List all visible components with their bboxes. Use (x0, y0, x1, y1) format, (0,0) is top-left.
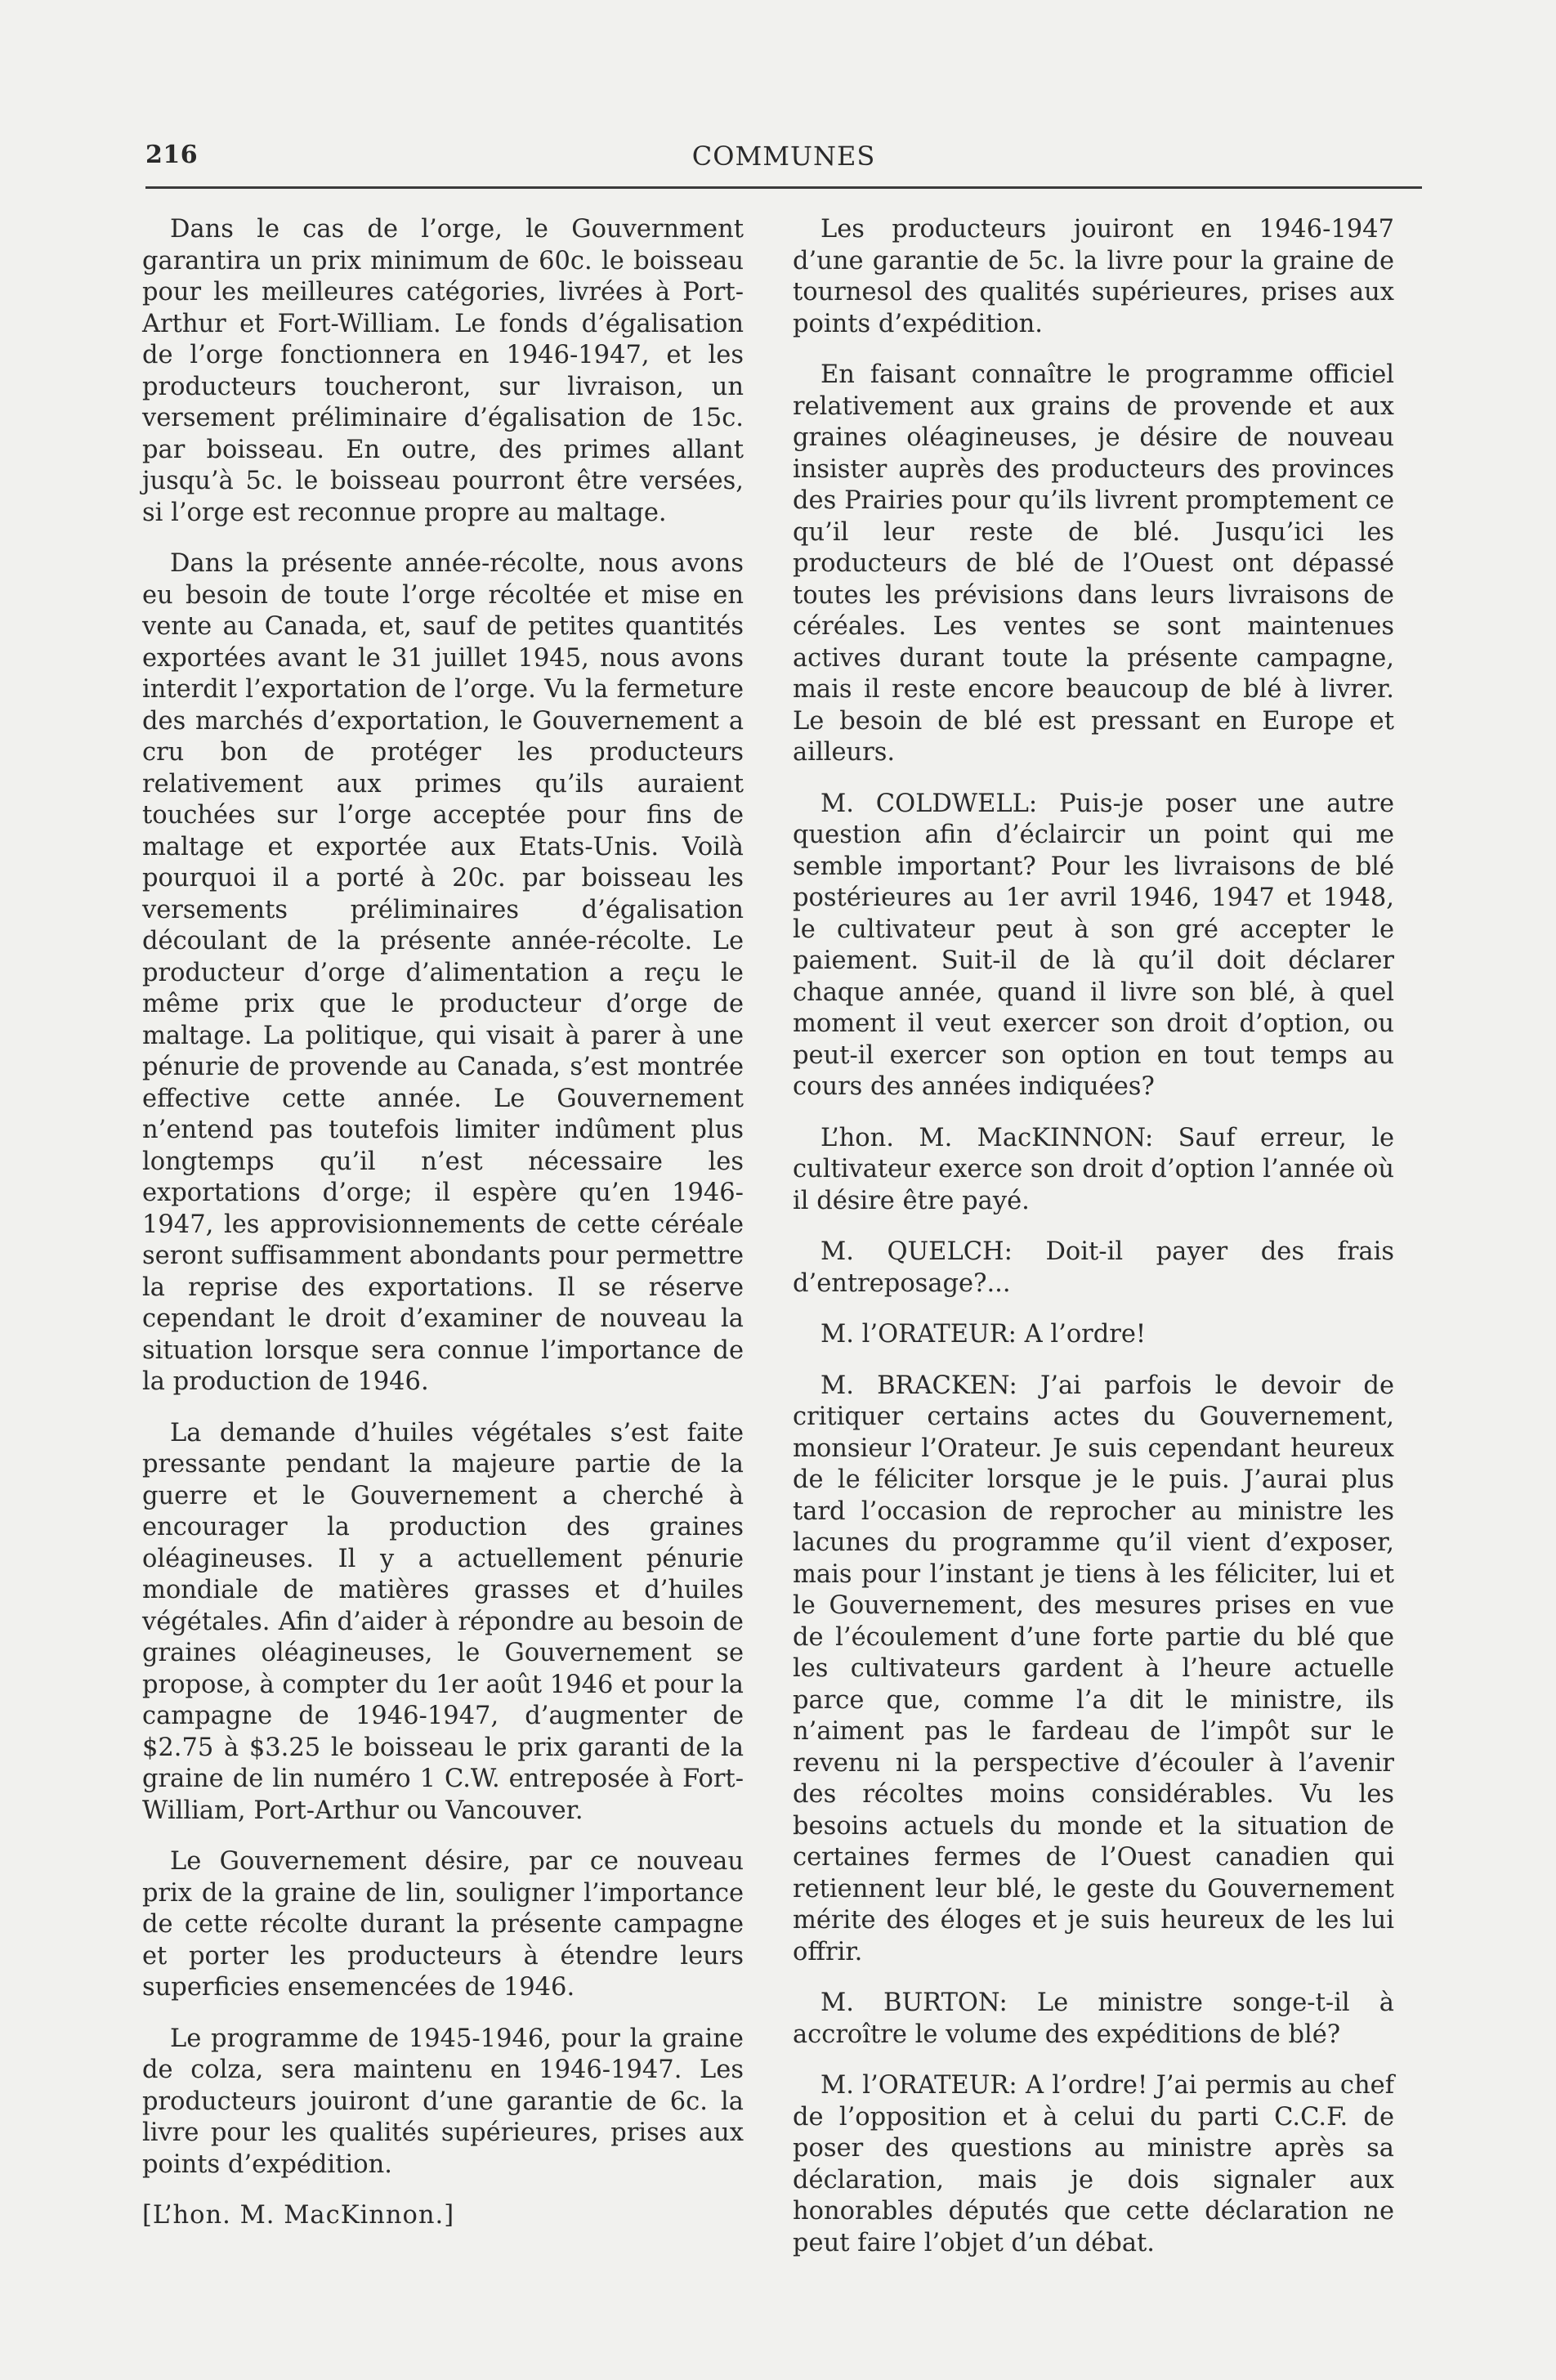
speech-orateur: M. l’ORATEUR: A l’ordre! (820, 1320, 1147, 1349)
paragraph: Le Gouvernement désire, par ce nouveau prix de la graine de lin, souligner l’importance de cette récolte durant la présente campagne et porter les producteurs à étendre leurs superficies ensemencées de 1946. (142, 1847, 744, 2002)
paragraph: Le programme de 1945-1946, pour la graine de colza, sera maintenu en 1946-1947. Les producteurs jouiront d’une garantie de 6c. la livre pour les qualités supérieures, prises aux points d’expédition. (142, 2024, 744, 2179)
paragraph: En faisant connaître le programme officiel relativement aux grains de provende et aux graines oléagineuses, je désire de nouveau insister auprès des producteurs des provinces des Prairies pour qu’ils livrent promptement ce qu’il leur reste de blé. Jusqu’ici les producteurs de blé de l’Ouest ont dépassé toutes les prévisions dans leurs livraisons de céréales. Les ventes se sont maintenues actives durant toute la présente campagne, mais il reste encore beaucoup de blé à livrer. Le besoin de blé est pressant en Europe et ailleurs. (793, 360, 1394, 767)
right-column (793, 214, 1394, 2279)
left-column (142, 214, 744, 2252)
page-number: 216 (145, 141, 199, 169)
running-head: COMMUNES (691, 141, 876, 172)
paragraph: Les producteurs jouiront en 1946-1947 d’une garantie de 5c. la livre pour la graine de tournesol des qualités supérieures, prises aux points d’expédition. (793, 215, 1394, 338)
speech-orateur-ruling: M. l’ORATEUR: A l’ordre! J’ai permis au chef de l’opposition et à celui du parti C.C.F. de poser des questions au ministre après sa déclaration, mais je dois signaler aux honorables députés que cette déclaration ne peut faire l’objet d’un débat. (793, 2071, 1394, 2257)
speech-mackinnon: L’hon. M. MacKINNON: Sauf erreur, le cultivateur exerce son droit d’option l’année où il désire être payé. (793, 1123, 1394, 1215)
speaker-attribution: [L’hon. M. MacKinnon.] (142, 2201, 455, 2230)
paragraph: Dans la présente année-récolte, nous avons eu besoin de toute l’orge récoltée et mise en vente au Canada, et, sauf de petites quantités exportées avant le 31 juillet 1945, nous avons interdit l’exportation de l’orge. Vu la fermeture des marchés d’exportation, le Gouvernement a cru bon de protéger les producteurs relativement aux primes qu’ils auraient touchées sur l’orge acceptée pour fins de maltage et exportée aux Etats-Unis. Voilà pourquoi il a porté à 20c. par boisseau les versements préliminaires d’égalisation découlant de la présente année-récolte. Le producteur d’orge d’alimentation a reçu le même prix que le producteur d’orge de maltage. La politique, qui visait à parer à une pénurie de provende au Canada, s’est montrée effective cette année. Le Gouvernement n’entend pas toutefois limiter indûment plus longtemps qu’il n’est nécessaire les exportations d’orge; il espère qu’en 1946-1947, les approvisionnements de cette céréale seront suffisamment abondants pour permettre la reprise des exportations. Il se réserve cependant le droit d’examiner de nouveau la situation lorsque sera connue l’importance de la production de 1946. (142, 549, 744, 1396)
speech-quelch: M. QUELCH: Doit-il payer des frais d’entreposage?... (793, 1237, 1394, 1298)
speech-burton: M. BURTON: Le ministre songe-t-il à accroître le volume des expéditions de blé? (793, 1989, 1394, 2049)
speech-bracken: M. BRACKEN: J’ai parfois le devoir de critiquer certains actes du Gouvernement, monsieur l’Orateur. Je suis cependant heureux de le féliciter lorsque je le puis. J’aurai plus tard l’occasion de reprocher au ministre les lacunes du programme qu’il vient d’exposer, mais pour l’instant je tiens à les féliciter, lui et le Gouvernement, des mesures prises en vue de l’écoulement d’une forte partie du blé que les cultivateurs gardent à l’heure actuelle parce que, comme l’a dit le ministre, ils n’aiment pas le fardeau de l’impôt sur le revenu ni la perspective d’écouler à l’avenir des récoltes moins considérables. Vu les besoins actuels du monde et la situation de certaines fermes de l’Ouest canadien qui retiennent leur blé, le geste du Gouvernement mérite des éloges et je suis heureux de les lui offrir. (793, 1371, 1394, 1966)
paragraph: Dans le cas de l’orge, le Gouvernment garantira un prix minimum de 60c. le boisseau pour les meilleures catégories, livrées à Port-Arthur et Fort-William. Le fonds d’égalisation de l’orge fonctionnera en 1946-1947, et les producteurs toucheront, sur livraison, un versement préliminaire d’égalisation de 15c. par boisseau. En outre, des primes allant jusqu’à 5c. le boisseau pourront être versées, si l’orge est reconnue propre au maltage. (142, 215, 744, 527)
speech-coldwell: M. COLDWELL: Puis-je poser une autre question afin d’éclaircir un point qui me semble important? Pour les livraisons de blé postérieures au 1er avril 1946, 1947 et 1948, le cultivateur peut à son gré accepter le paiement. Suit-il de là qu’il doit déclarer chaque année, quand il livre son blé, à quel moment il veut exercer son droit d’option, ou peut-il exercer son option en tout temps au cours des années indiquées? (793, 789, 1394, 1101)
page-header (145, 137, 1422, 189)
paragraph: La demande d’huiles végétales s’est faite pressante pendant la majeure partie de la guerre et le Gouvernement a cherché à encourager la production des graines oléagineuses. Il y a actuellement pénurie mondiale de matières grasses et d’huiles végétales. Afin d’aider à répondre au besoin de graines oléagineuses, le Gouvernement se propose, à compter du 1er août 1946 et pour la campagne de 1946-1947, d’augmenter de $2.75 à $3.25 le boisseau le prix garanti de la graine de lin numéro 1 C.W. entreposée à Fort-William, Port-Arthur ou Vancouver. (142, 1418, 744, 1825)
